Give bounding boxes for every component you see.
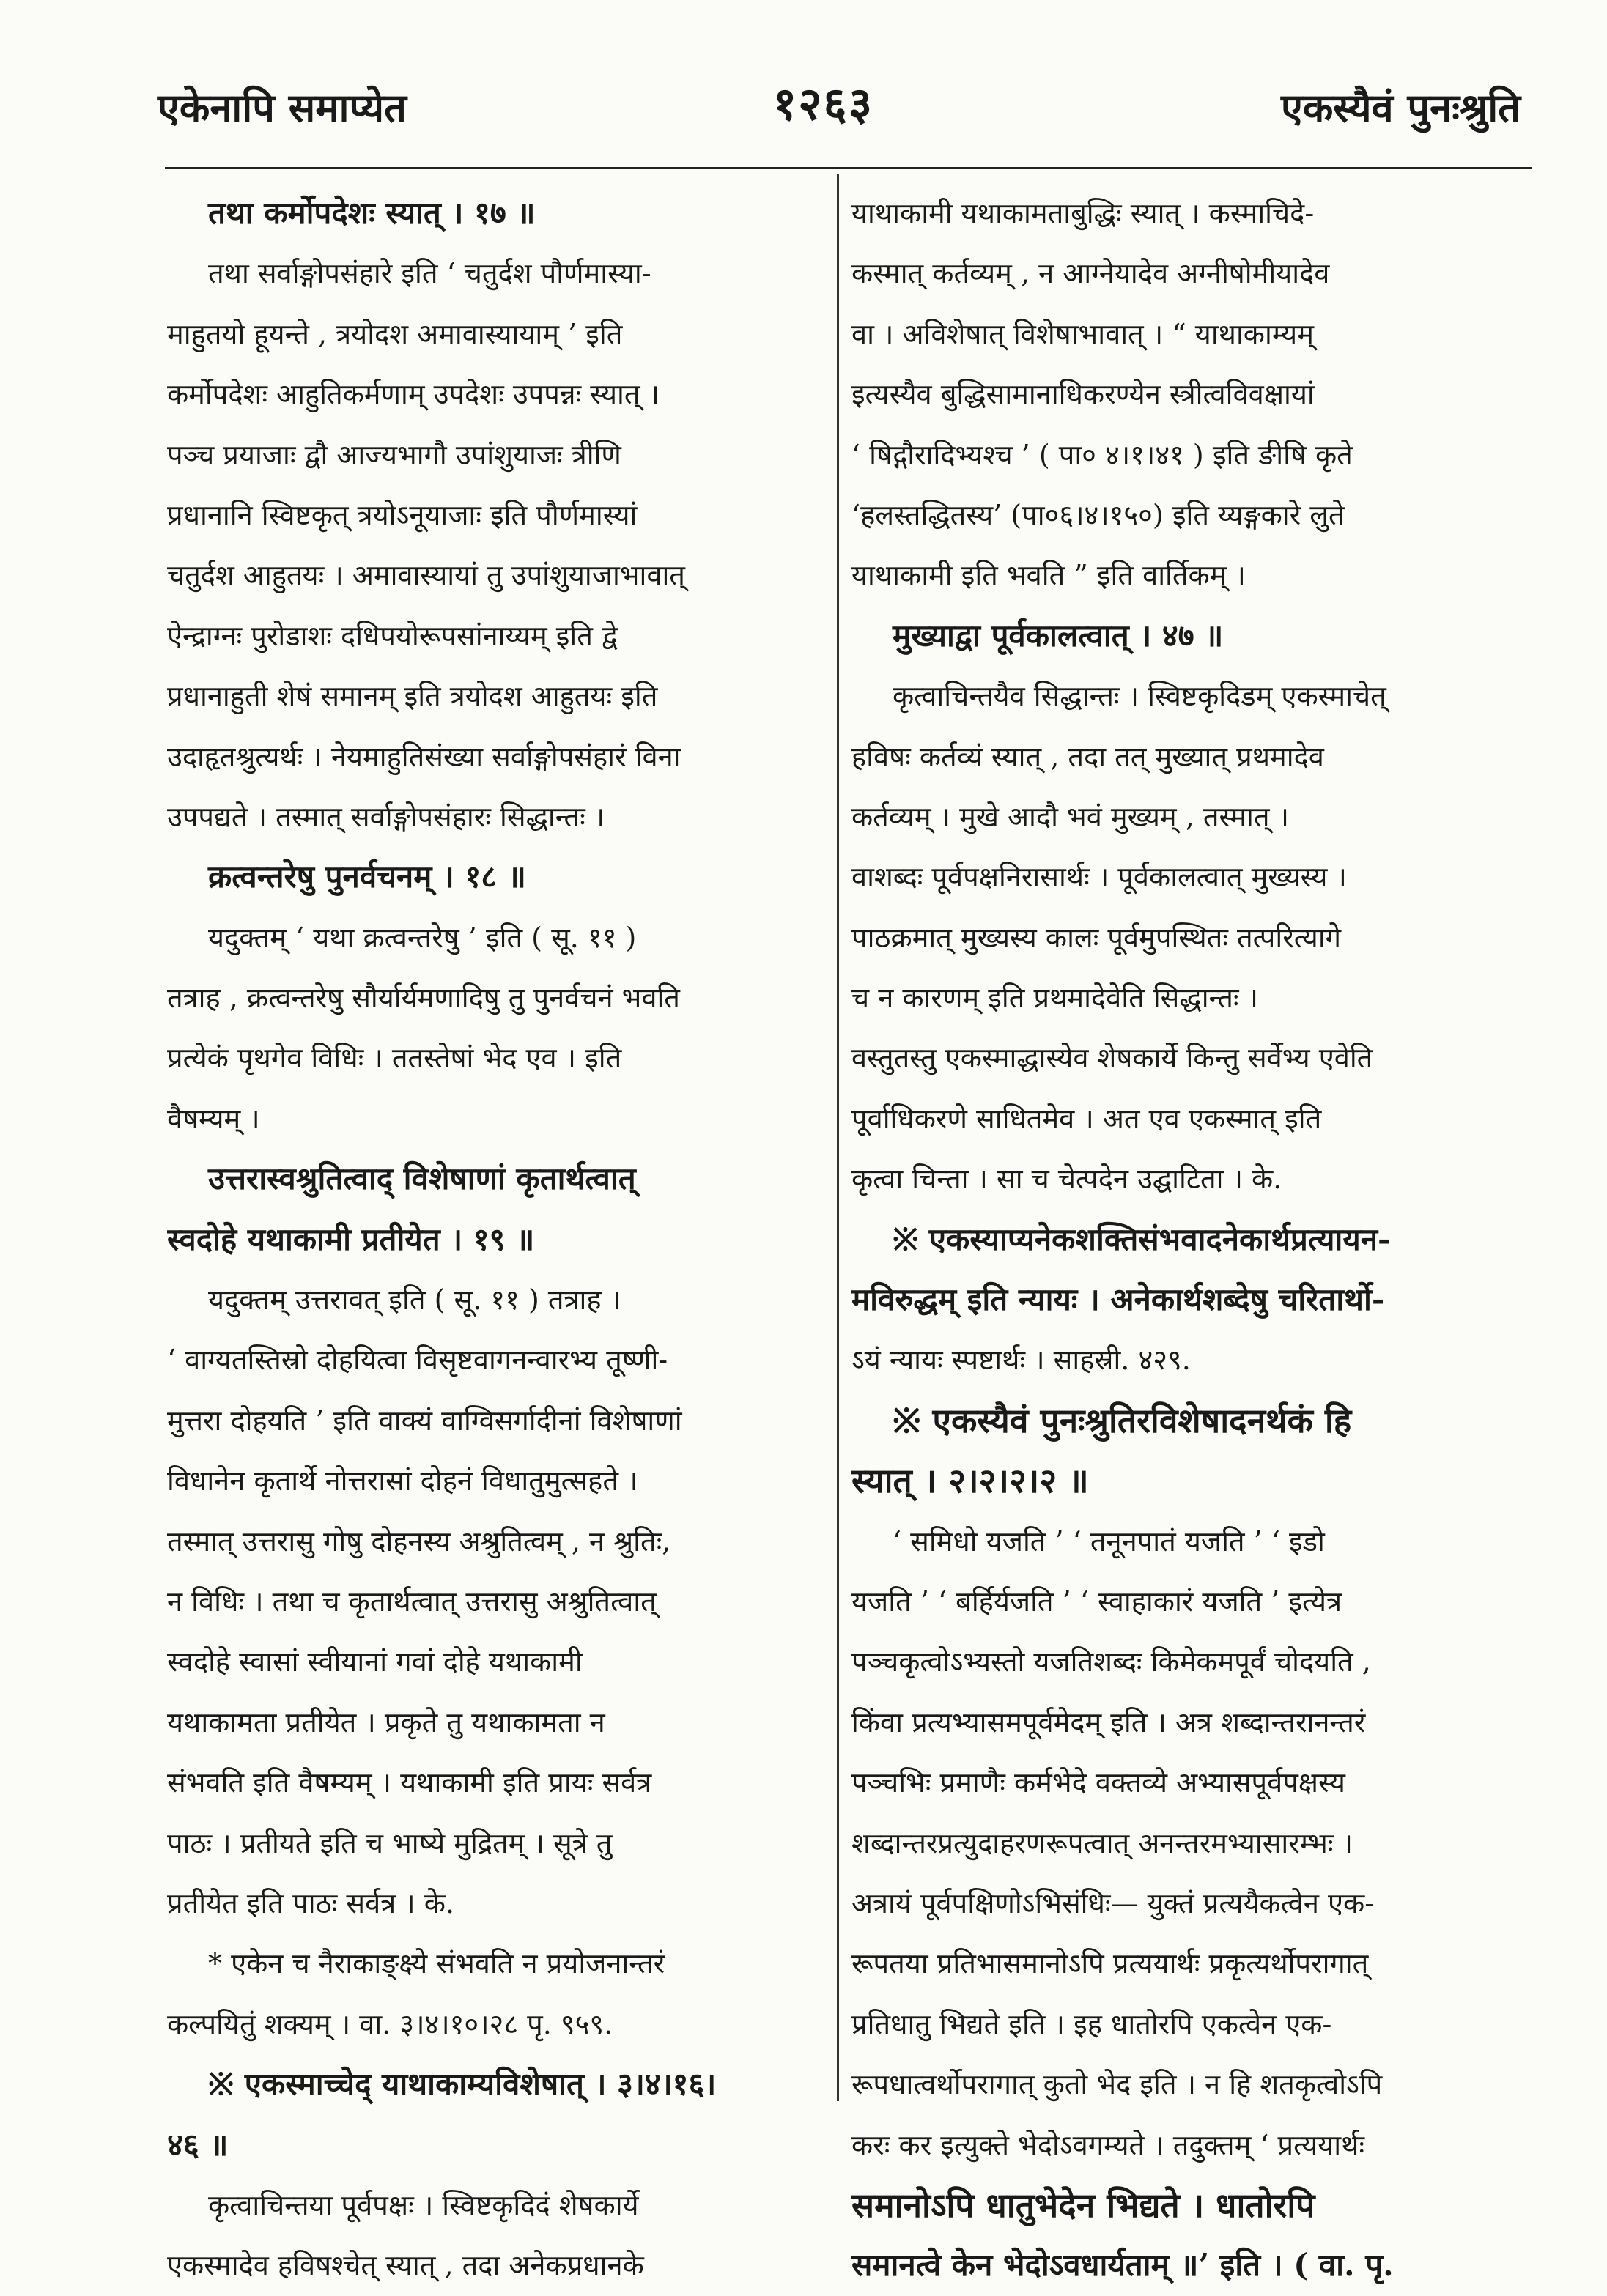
text-line: पञ्च प्रयाजाः द्वौ आज्यभागौ उपांशुयाजः त्रीणि bbox=[167, 438, 621, 471]
text-line: शब्दान्तरप्रत्युदाहरणरूपत्वात् अनन्तरमभ्यासारम्भः । bbox=[851, 1826, 1353, 1859]
text-line: यथाकामता प्रतीयेत । प्रकृते तु यथाकामता न bbox=[167, 1706, 605, 1738]
text-line: पूर्वाधिकरणे साधितमेव । अत एव एकस्मात् इति bbox=[851, 1102, 1322, 1135]
text-line: च न कारणम् इति प्रथमादेवेति सिद्धान्तः । bbox=[851, 982, 1259, 1015]
text-line: प्रतीयेत इति पाठः सर्वत्र । के. bbox=[167, 1886, 455, 1919]
page-number: १२६३ bbox=[773, 77, 873, 130]
text-line: प्रतिधातु भिद्यते इति । इह धातोरपि एकत्वेन एक- bbox=[851, 2007, 1332, 2040]
left-column bbox=[167, 183, 812, 2296]
text-line: ऽयं न्यायः स्पष्टार्थः । साहस्री. ४२९. bbox=[851, 1344, 1191, 1377]
text-line: प्रधानानि स्विष्टकृत् त्रयोऽनूयाजाः इति पौर्णमास्यां bbox=[167, 498, 638, 531]
text-line: न विधिः । तथा च कृतार्थत्वात् उत्तरासु अश्रुतित्वात् bbox=[167, 1585, 657, 1618]
text-line: इत्यस्यैव बुद्धिसामानाधिकरण्येन स्त्रीत्वविवक्षायां bbox=[851, 378, 1315, 411]
running-head-left: एकेनापि समाप्येत bbox=[158, 84, 407, 131]
text-line: चतुर्दश आहुतयः । अमावास्यायां तु उपांशुयाजाभावात् bbox=[167, 559, 685, 592]
text-line: अत्रायं पूर्वपक्षिणोऽभिसंधिः— युक्तं प्रत्ययैकत्वेन एक- bbox=[851, 1886, 1375, 1919]
text-line: ‘ षिद्गौरादिभ्यश्च ’ ( पा० ४।१।४१ ) इति ङीषि कृते bbox=[851, 438, 1353, 471]
text-line: हविषः कर्तव्यं स्यात् , तदा तत् मुख्यात् प्रथमादेव bbox=[851, 740, 1324, 773]
text-line: एकस्मादेव हविषश्चेत् स्यात् , तदा अनेकप्रधानके bbox=[167, 2249, 644, 2282]
text-line: ※ एकस्याप्यनेकशक्तिसंभवादनेकार्थप्रत्यायन- bbox=[893, 1221, 1391, 1257]
text-line: कर्मोपदेशः आहुतिकर्मणाम् उपदेशः उपपन्नः स्यात् । bbox=[167, 378, 660, 411]
text-line: तस्मात् उत्तरासु गोषु दोहनस्य अश्रुतित्वम् , न श्रुतिः, bbox=[167, 1525, 671, 1558]
text-line: पाठक्रमात् मुख्यस्य कालः पूर्वमुपस्थितः तत्परित्यागे bbox=[851, 921, 1342, 954]
text-line: मुख्याद्वा पूर्वकालत्वात् । ४७ ॥ bbox=[893, 617, 1224, 653]
text-line: संभवति इति वैषम्यम् । यथाकामी इति प्रायः सर्वत्र bbox=[167, 1766, 652, 1799]
text-line: * एकेन च नैराकाङ्क्ष्ये संभवति न प्रयोजनान्तरं bbox=[208, 1947, 665, 1980]
text-line: ४६ ॥ bbox=[167, 2126, 229, 2163]
text-line: कस्मात् कर्तव्यम् , न आग्नेयादेव अग्नीषोमीयादेव bbox=[851, 257, 1330, 290]
text-line: पाठः । प्रतीयते इति च भाष्ये मुद्रितम् । सूत्रे तु bbox=[167, 1826, 613, 1859]
text-line: कृत्वा चिन्ता । सा च चेत्पदेन उद्घाटिता । के. bbox=[851, 1163, 1282, 1196]
text-line: तत्राह , क्रत्वन्तरेषु सौर्यार्यमणादिषु तु पुनर्वचनं भवति bbox=[167, 982, 680, 1015]
text-line: किंवा प्रत्यभ्यासमपूर्वमेदम् इति । अत्र शब्दान्तरानन्तरं bbox=[851, 1706, 1366, 1738]
text-line: माहुतयो हूयन्ते , त्रयोदश अमावास्यायाम् ’ इति bbox=[167, 317, 623, 350]
text-line: यदुक्तम् उत्तरावत् इति ( सू. ११ ) तत्राह । bbox=[208, 1284, 621, 1317]
text-line: वस्तुतस्तु एकस्माद्धास्येव शेषकार्ये किन्तु सर्वेभ्य एवेति bbox=[851, 1042, 1373, 1075]
page-header bbox=[158, 64, 1521, 145]
text-line: उपपद्यते । तस्मात् सर्वाङ्गोपसंहारः सिद्धान्तः । bbox=[167, 800, 605, 833]
text-line: समानोऽपि धातुभेदेन भिद्यते । धातोरपि bbox=[851, 2185, 1315, 2225]
text-line: क्रत्वन्तरेषु पुनर्वचनम् । १८ ॥ bbox=[208, 859, 526, 895]
text-line: समानत्वे केन भेदोऽवधार्यताम् ॥’ इति । ( वा. पृ. bbox=[851, 2247, 1394, 2284]
column-divider bbox=[837, 174, 839, 2101]
text-line: कल्पयितुं शक्यम् । वा. ३।४।१०।२८ पृ. ९५९. bbox=[167, 2007, 613, 2040]
text-line: ※ एकस्यैवं पुनःश्रुतिरविशेषादनर्थकं हि bbox=[893, 1400, 1352, 1440]
text-line: तथा कर्मोपदेशः स्यात् । १७ ॥ bbox=[208, 195, 536, 231]
text-line: यजति ’ ‘ बर्हिर्यजति ’ ‘ स्वाहाकारं यजति ’ इत्येत्र bbox=[851, 1585, 1342, 1618]
text-line: रूपतया प्रतिभासमानोऽपि प्रत्ययार्थः प्रकृत्यर्थोपरागात् bbox=[851, 1947, 1369, 1980]
text-line: ※ एकस्माच्चेद् याथाकाम्यविशेषात् । ३।४।१६। bbox=[208, 2066, 717, 2103]
right-column bbox=[851, 183, 1526, 2296]
text-line: करः कर इत्युक्ते भेदोऽवगम्यते । तदुक्तम् ‘ प्रत्ययार्थः bbox=[851, 2128, 1365, 2161]
text-line: ऐन्द्राग्नः पुरोडाशः दधिपयोरूपसांनाय्यम् इति द्वे bbox=[167, 619, 618, 652]
text-line: पञ्चकृत्वोऽभ्यस्तो यजतिशब्दः किमेकमपूर्वं चोदयति , bbox=[851, 1645, 1371, 1678]
text-line: वा । अविशेषात् विशेषाभावात् । “ याथाकाम्यम् bbox=[851, 317, 1314, 350]
text-line: तथा सर्वाङ्गोपसंहारे इति ‘ चतुर्दश पौर्णमास्या- bbox=[208, 257, 651, 290]
text-line: मविरुद्धम् इति न्यायः । अनेकार्थशब्देषु चरितार्थो- bbox=[851, 1281, 1385, 1318]
text-line: कृत्वाचिन्तयैव सिद्धान्तः । स्विष्टकृदिडम् एकस्माचेत् bbox=[893, 680, 1386, 713]
text-line: विधानेन कृतार्थे नोत्तरासां दोहनं विधातुमुत्सहते । bbox=[167, 1464, 638, 1497]
text-line: उदाहृतश्रुत्यर्थः । नेयमाहुतिसंख्या सर्वाङ्गोपसंहारं विना bbox=[167, 740, 681, 773]
text-line: कृत्वाचिन्तया पूर्वपक्षः । स्विष्टकृदिदं शेषकार्ये bbox=[208, 2188, 639, 2221]
text-line: ‘हलस्तद्धितस्य’ (पा०६।४।१५०) इति य्यङ्गकारे लुते bbox=[851, 498, 1345, 531]
text-line: कर्तव्यम् । मुखे आदौ भवं मुख्यम् , तस्मात् । bbox=[851, 800, 1290, 833]
text-line: स्वदोहे स्वासां स्वीयानां गवां दोहे यथाकामी bbox=[167, 1645, 583, 1678]
text-line: रूपधात्वर्थोपरागात् कुतो भेद इति । न हि शतकृत्वोऽपि bbox=[851, 2068, 1383, 2101]
text-line: यदुक्तम् ‘ यथा क्रत्वन्तरेषु ’ इति ( सू. ११ ) bbox=[208, 921, 637, 954]
text-line: ‘ समिधो यजति ’ ‘ तनूनपातं यजति ’ ‘ इडो bbox=[893, 1525, 1325, 1558]
text-line: स्यात् । २।२।२।२ ॥ bbox=[851, 1461, 1089, 1501]
running-head-right: एकस्यैवं पुनःश्रुति bbox=[1280, 84, 1521, 131]
text-line: याथाकामी इति भवति ” इति वार्तिकम् । bbox=[851, 559, 1246, 592]
header-rule bbox=[165, 167, 1532, 169]
text-line: उत्तरास्वश्रुतित्वाद् विशेषाणां कृतार्थत्वात् bbox=[208, 1160, 636, 1197]
text-line: प्रधानाहुती शेषं समानम् इति त्रयोदश आहुतयः इति bbox=[167, 680, 658, 713]
text-line: मुत्तरा दोहयति ’ इति वाक्यं वाग्विसर्गादीनां विशेषाणां bbox=[167, 1404, 682, 1437]
text-line: वैषम्यम् । bbox=[167, 1102, 260, 1135]
text-line: ‘ वाग्यतस्तिस्रो दोहयित्वा विसृष्टवागनन्वारभ्य तूष्णी- bbox=[167, 1344, 668, 1377]
text-line: याथाकामी यथाकामताबुद्धिः स्यात् । कस्माचिदे- bbox=[851, 197, 1315, 229]
text-line: प्रत्येकं पृथगेव विधिः । ततस्तेषां भेद एव । इति bbox=[167, 1042, 622, 1075]
text-line: पञ्चभिः प्रमाणैः कर्मभेदे वक्तव्ये अभ्यासपूर्वपक्षस्य bbox=[851, 1766, 1345, 1799]
text-line: वाशब्दः पूर्वपक्षनिरासार्थः । पूर्वकालत्वात् मुख्यस्य । bbox=[851, 861, 1347, 894]
text-line: स्वदोहे यथाकामी प्रतीयेत । १९ ॥ bbox=[167, 1221, 535, 1257]
